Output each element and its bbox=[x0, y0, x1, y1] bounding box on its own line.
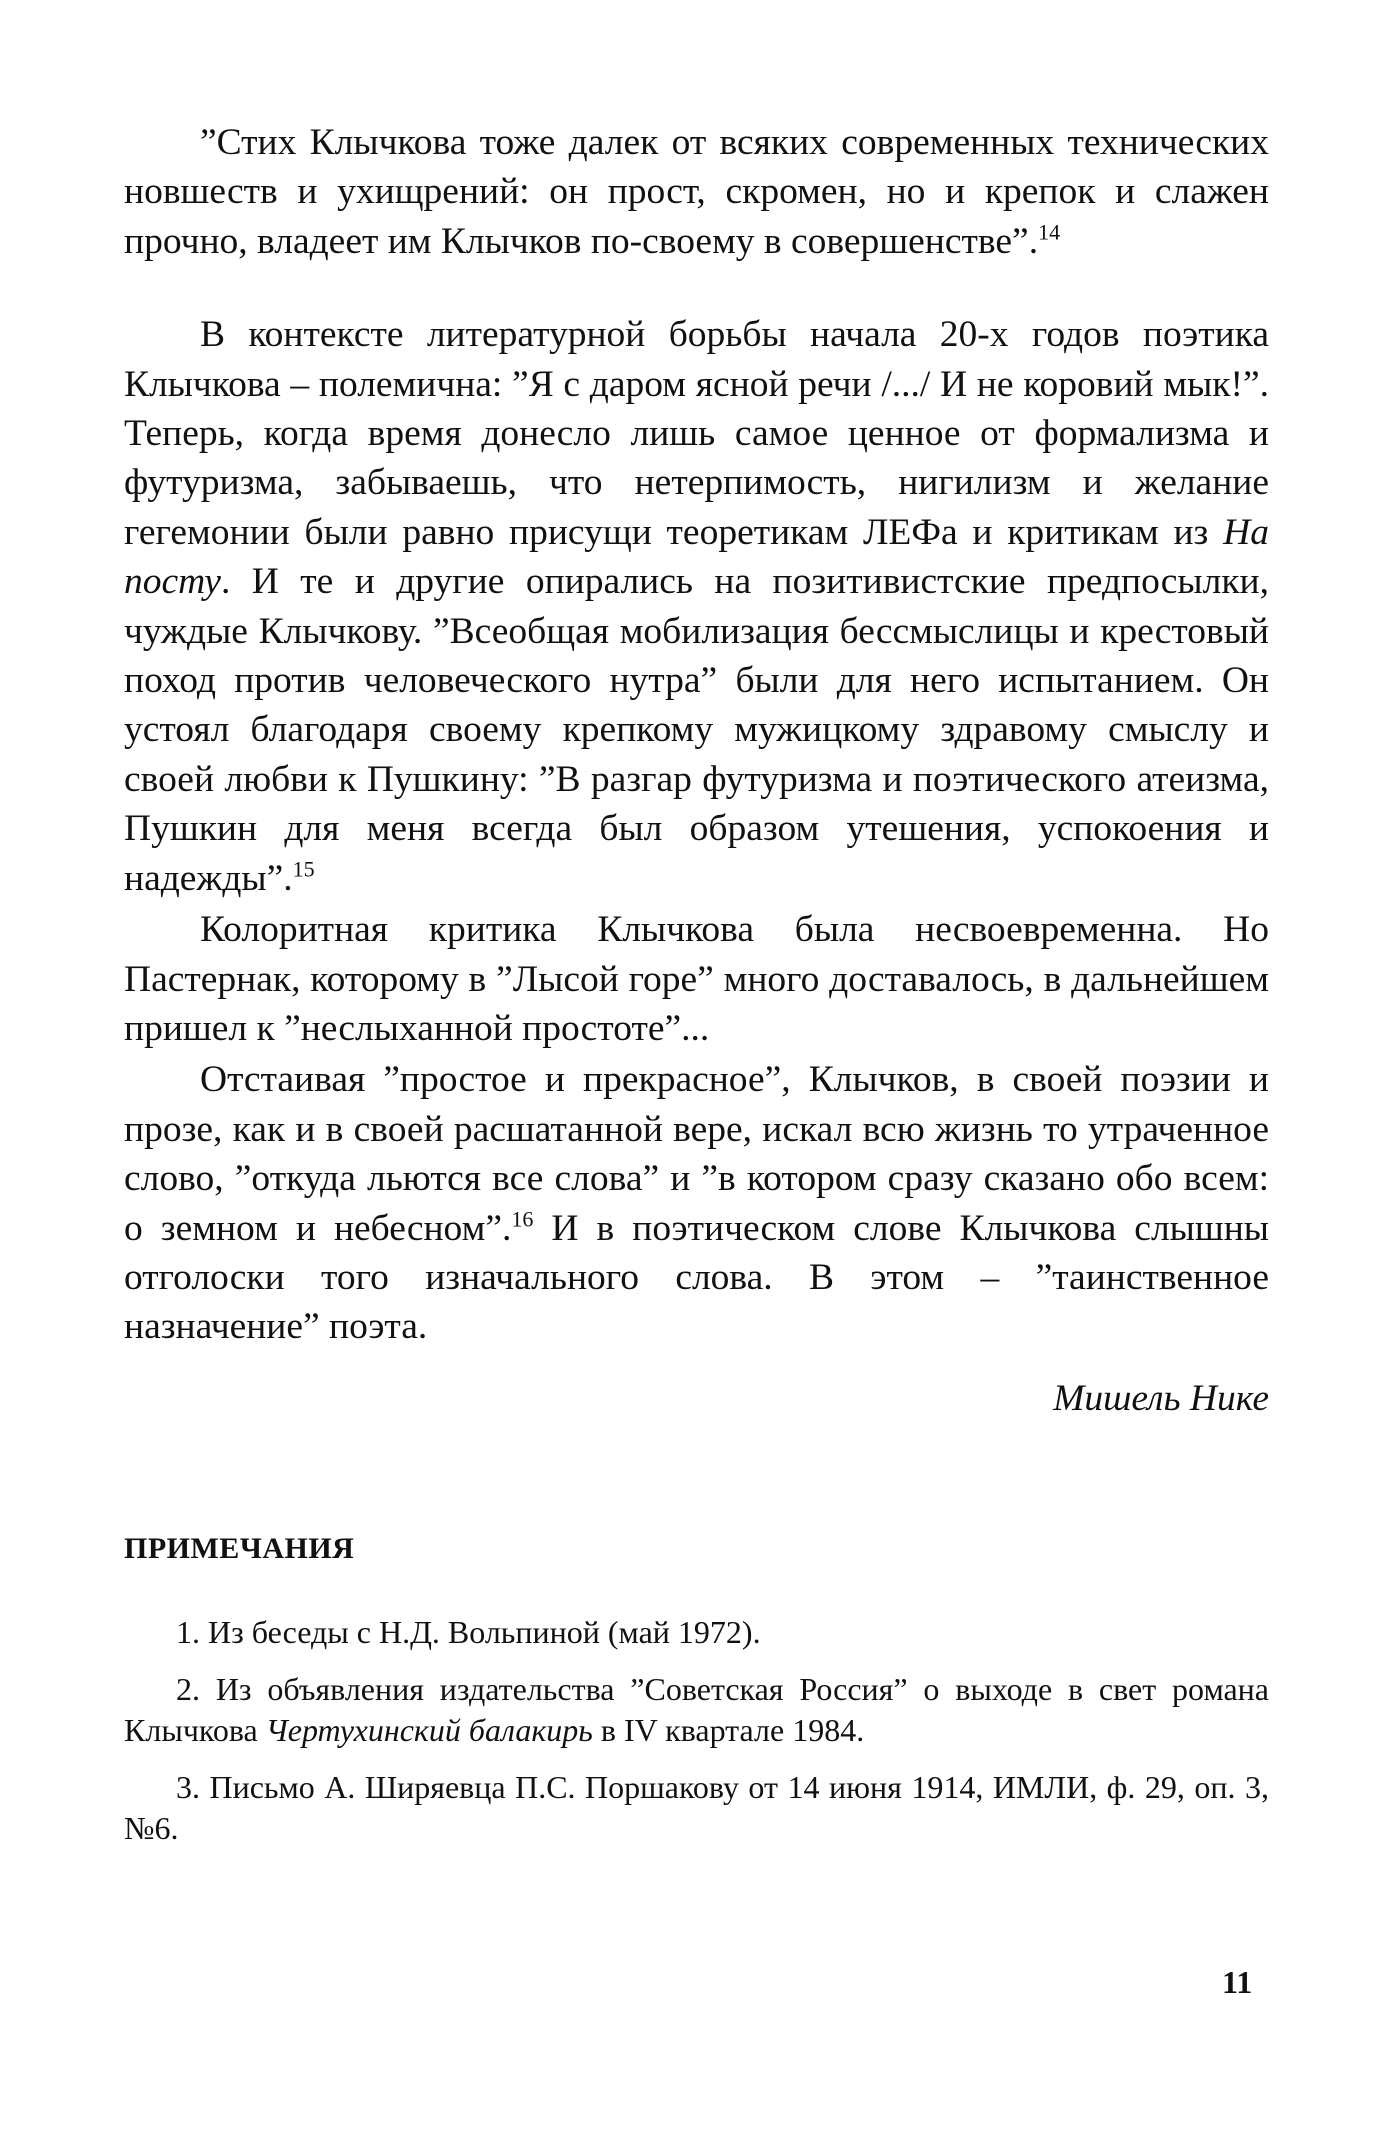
paragraph-1-text: ”Стих Клычкова тоже далек от всяких современных технических новшеств и ухищрений: он прост, скромен, но и крепок и слажен прочно, владеет им Клычков по-своему в совершенстве”. bbox=[124, 122, 1269, 262]
paragraph-1 bbox=[124, 118, 1269, 266]
journal-title-na-postu: На посту bbox=[124, 511, 1269, 603]
paragraph-2-text-a: В контексте литературной борьбы начала 20-х годов поэтика Клычкова – полемична: ”Я с даром ясной речи /... bbox=[124, 314, 1269, 405]
author-signature: Мишель Нике bbox=[1053, 1377, 1269, 1419]
note-3-text: 3. Письмо А. Ширяевца П.С. Поршакову от 14 июня 1914, ИМЛИ, ф. 29, оп. 3, №6. bbox=[124, 1768, 1269, 1846]
paragraph-4-text-b: И в поэтическом слове Клычкова слышны отголоски того изначального слова. В этом – ”таинственное назначение” поэта. bbox=[124, 1207, 1269, 1348]
footnote-ref-16: 16 bbox=[511, 1206, 534, 1232]
footnote-ref-15: 15 bbox=[292, 856, 315, 882]
note-1-text: 1. Из беседы с Н.Д. Вольпиной (май 1972). bbox=[176, 1613, 761, 1650]
paragraph-2-text-b: / И не коровий мык!”. Теперь, когда время донесло лишь самое ценное от формализма и футуризма, забываешь, что нетерпимость, нигилизм и желание гегемонии были равно присущи теоретикам ЛЕФа и критикам из bbox=[124, 363, 1269, 553]
note-2-text-b: в IV квартале 1984. bbox=[592, 1711, 865, 1748]
note-2-text-a: 2. Из объявления издательства ”Советская Россия” о выходе в свет романа Клычкова bbox=[124, 1670, 1269, 1748]
note-2 bbox=[124, 1669, 1269, 1751]
paragraph-4 bbox=[124, 1055, 1269, 1351]
paragraph-4-text-a: Отстаивая ”простое и прекрасное”, Клычков, в своей поэзии и прозе, как и в своей расшатанной вере, искал всю жизнь то утраченное слово, ”откуда льются все слова” и ”в котором сразу сказано обо всем: о земном и небесном”. bbox=[124, 1059, 1269, 1249]
novel-title: Чертухинский балакирь bbox=[265, 1711, 593, 1748]
notes-heading: ПРИМЕЧАНИЯ bbox=[124, 1531, 355, 1565]
note-3 bbox=[124, 1767, 1269, 1849]
footnote-ref-14: 14 bbox=[1038, 219, 1061, 245]
note-1 bbox=[124, 1612, 1269, 1653]
paragraph-3 bbox=[124, 905, 1269, 1053]
paragraph-2-text-c: . И те и другие опирались на позитивистские предпосылки, чуждые Клычкову. ”Всеобщая мобилизация бессмыслицы и крестовый поход против человеческого нутра” были для него испытанием. Он устоял благодаря своему крепкому мужицкому здравому смыслу и своей любви к Пушкину: ”В разгар футуризма и поэтического атеизма, Пушкин для меня всегда был образом утешения, успокоения и надежды”. bbox=[124, 561, 1269, 899]
paragraph-3-text: Колоритная критика Клычкова была несвоевременна. Но Пастернак, которому в ”Лысой горе” много доставалось, в дальнейшем пришел к ”неслыханной простоте”... bbox=[124, 909, 1269, 1049]
page-number: 11 bbox=[1222, 1964, 1253, 2000]
paragraph-2 bbox=[124, 310, 1269, 903]
page-content bbox=[124, 118, 1269, 1865]
